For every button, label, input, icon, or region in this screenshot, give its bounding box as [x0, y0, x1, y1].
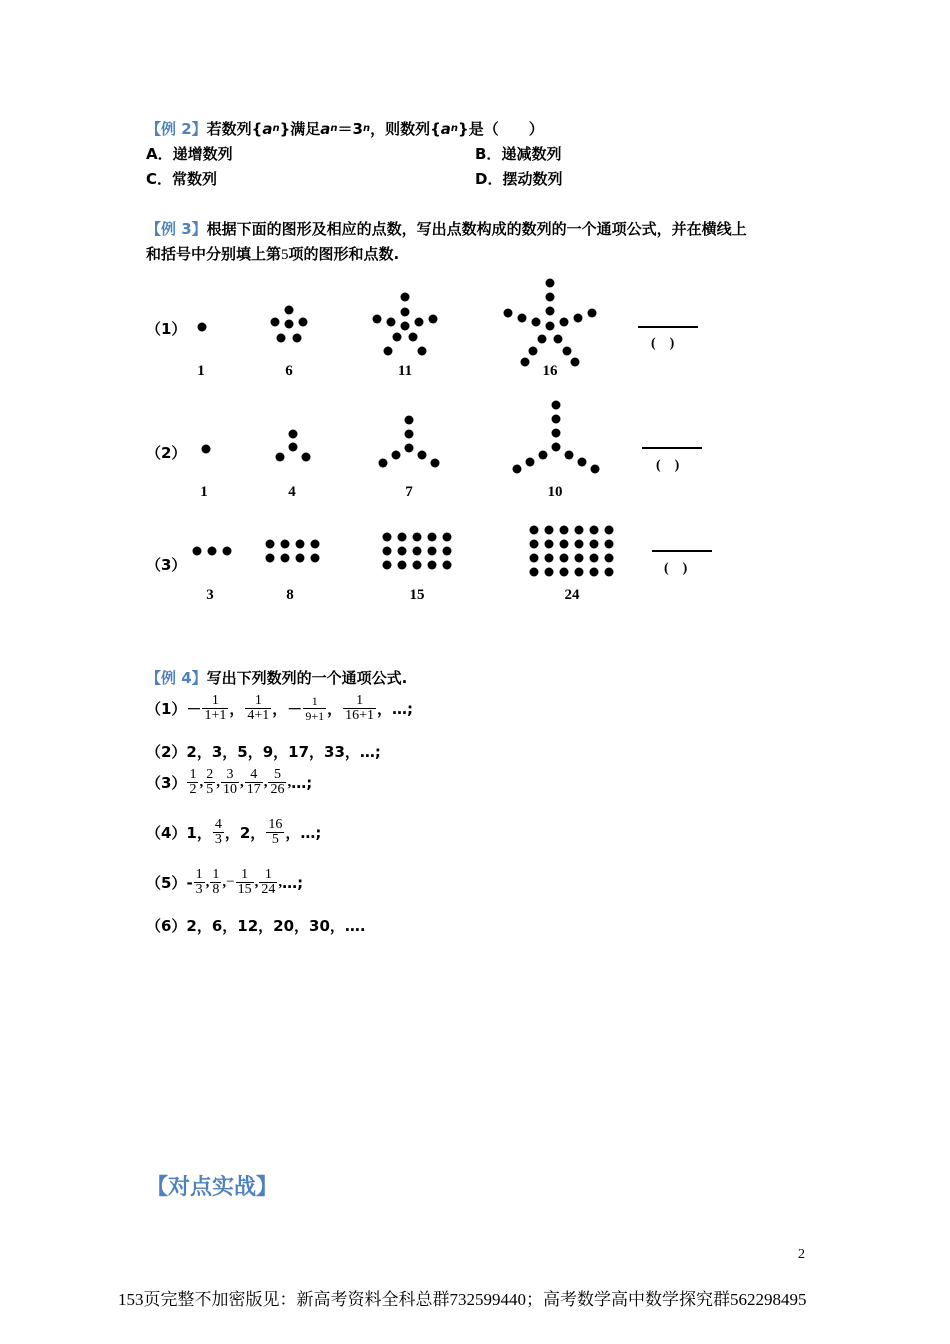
option-a: A．递增数列 — [146, 145, 233, 163]
page-number: 2 — [798, 1247, 805, 1262]
ex4-item-4: （4）1， $\frac{4}{3}$ ，2， $\frac{16}{5}$ ，…; — [146, 817, 322, 847]
example-3-line2: 和括号中分别填上第5项的图形和点数. — [146, 245, 400, 263]
row2-fig2 — [276, 430, 311, 462]
ex4-item-1: （1） － $\frac{1}{1+1}$ ， $\frac{1}{4+1}$ ， － $\frac{1}{9+1}$ ， $\frac{1}{16+1}$ ， …; — [146, 693, 414, 723]
row3-fig1 — [193, 547, 232, 556]
row2-answer-line — [642, 447, 702, 449]
row2-count-4: 10 — [547, 484, 563, 500]
option-c: C．常数列 — [146, 170, 218, 188]
row2-answer-paren: ( ) — [656, 458, 680, 473]
ex4-item-6: （6）2，6，12，20，30，…. — [146, 917, 366, 935]
row2-fig3 — [379, 416, 440, 468]
example-3-tag: 【例 3】 — [146, 220, 207, 238]
row3-answer-paren: ( ) — [664, 561, 688, 576]
row-2-label: （2） — [146, 444, 187, 462]
row1-fig4 — [504, 279, 597, 367]
example-2-tag: 【例 2】 — [146, 120, 207, 138]
ex4-item-2: （2）2，3，5，9，17，33，…; — [146, 743, 381, 761]
row2-count-1: 1 — [200, 484, 208, 500]
footer-notice: 153页完整不加密版见：新高考资料全科总群732599440；高考数学高中数学探究群562298495 — [118, 1290, 807, 1309]
row1-count-4: 16 — [542, 363, 558, 379]
ex4-item-3: （3） $\frac{1}{2}$ , $\frac{2}{5}$ , $\frac{3}{10}$ , $\frac{4}{17}$ , $\frac{5}{26}$ , …; — [146, 767, 313, 797]
row3-fig4 — [530, 526, 614, 577]
row1-count-2: 6 — [285, 363, 293, 379]
row2-count-3: 7 — [405, 484, 413, 500]
row-3-label: （3） — [146, 556, 187, 574]
row2-fig1 — [202, 445, 211, 454]
example-2-question: 【例 2】 若数列{ a n }满足 a n ＝3 n ，则数列{ a n }是（ ） — [146, 119, 544, 138]
example-4-title: 【例 4】写出下列数列的一个通项公式. — [146, 669, 408, 687]
row1-fig2 — [271, 306, 308, 343]
row1-count-1: 1 — [197, 363, 205, 379]
row2-count-2: 4 — [288, 484, 296, 500]
option-d: D．摆动数列 — [475, 170, 563, 188]
row1-answer-line — [638, 326, 698, 328]
row1-count-3: 11 — [397, 363, 413, 379]
example-3-line1: 【例 3】根据下面的图形及相应的点数，写出点数构成的数列的一个通项公式，并在横线上 — [146, 220, 747, 238]
row2-fig4 — [513, 401, 600, 474]
row3-count-4: 24 — [564, 587, 580, 603]
ex4-item-5: （5） - $\frac{1}{3}$ , $\frac{1}{8}$ , − $\frac{1}{15}$ , $\frac{1}{24}$ , …; — [146, 867, 304, 897]
row3-count-1: 3 — [206, 587, 214, 603]
row3-answer-line — [652, 550, 712, 552]
example-4-tag: 【例 4】 — [146, 669, 207, 687]
row1-answer-paren: ( ) — [651, 336, 675, 351]
row1-fig3 — [373, 293, 438, 356]
section-title: 【对点实战】 — [146, 1175, 279, 1200]
row3-count-3: 15 — [409, 587, 425, 603]
dot-figures — [0, 0, 950, 620]
row1-fig1 — [198, 323, 207, 332]
row3-fig3 — [383, 533, 452, 570]
row-1-label: （1） — [146, 320, 187, 338]
row3-fig2 — [266, 540, 320, 563]
row3-count-2: 8 — [286, 587, 294, 603]
option-b: B．递减数列 — [475, 145, 562, 163]
